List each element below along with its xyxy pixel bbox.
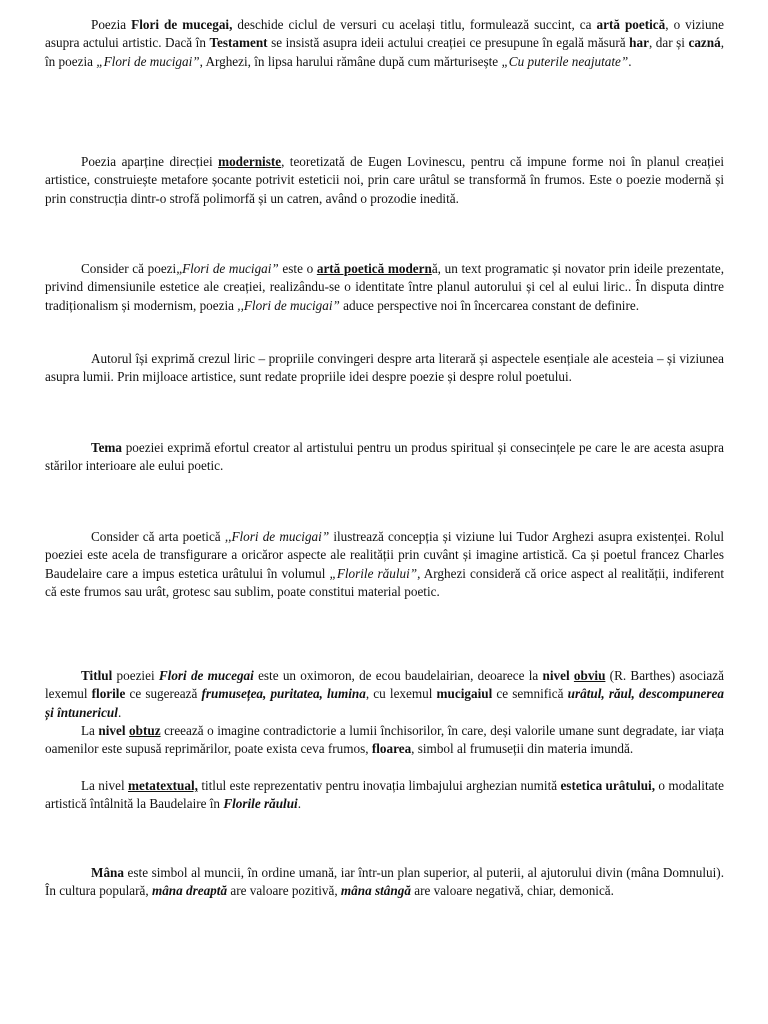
text-run: ă, un text programatic și novator prin ideile prezentate, privind dimensiunile estetice ale creației, realizându-se o identitate între planul autorului și cel al eului liric.. În disputa dintre tradiționalism și modernism, poezia (45, 261, 724, 313)
text-run: Autorul își exprimă crezul liric – propriile convingeri despre arta literară și aspectele esențiale ale acesteia – și viziunea asupra lumii. Prin mijloace artistice, sunt redate propriile idei despre poezie și despre rolul poetului. (45, 351, 724, 385)
text-run: (R. Barthes) asociază lexemul (45, 668, 724, 702)
text-run: ,,Flori de mucigai” (224, 529, 330, 544)
text-run: . (117, 704, 122, 720)
text-run: mâna stângă (340, 883, 411, 899)
text-run: creează o imagine contradictorie a lumii închisorilor, în care, deși valorile umane sunt degradate, iar viața oamenilor este supusă reprimărilor, poate exista ceva frumos, (45, 723, 724, 757)
text-run: frumusețea, puritatea, lumina (201, 686, 366, 702)
text-run: aduce perspective noi în încercarea constant de definire. (339, 297, 639, 313)
paragraph-title-metatextual (45, 777, 724, 814)
paragraph-ars-poetica (45, 260, 724, 315)
text-run: . (297, 796, 302, 812)
text-run: Titlul (81, 668, 113, 683)
text-run: , o viziune asupra actului artistic. Dacă în (45, 17, 724, 51)
text-run: cazná (688, 35, 721, 51)
paragraph-author-credo (45, 350, 724, 387)
text-run: o modalitate artistică întâlnită la Baudelaire în (45, 778, 724, 812)
paragraph-intro (45, 16, 724, 71)
text-run: ce semnifică (492, 686, 568, 702)
text-run: La nivel (81, 778, 128, 793)
text-run: , simbol al frumuseții din materia imundă. (411, 741, 634, 757)
text-run: ,,Flori de mucigai” (237, 297, 340, 313)
text-run: nivel (542, 668, 574, 683)
text-run: Tema (91, 440, 123, 455)
paragraph-conception (45, 528, 724, 601)
text-run: nivel (98, 723, 130, 738)
text-run: titlul este reprezentativ pentru inovația limbajului arghezian numită (197, 778, 561, 793)
text-run: are valoare negativă, chiar, demonică. (410, 883, 614, 899)
text-run: deschide ciclul de versuri cu același titlu, formulează succint, ca (232, 17, 597, 32)
text-run: obtuz (129, 723, 161, 738)
text-run: , dar și (648, 35, 689, 51)
text-run: „Flori de mucigai” (96, 53, 200, 69)
text-run: , în poezia (45, 35, 724, 69)
paragraph-title-obtuse (45, 722, 724, 759)
text-run: mucigaiul (436, 686, 493, 702)
text-run: Poezia (91, 17, 132, 32)
text-run: este simbol al muncii, în ordine umană, iar într-un plan superior, al puterii, al ajutorului divin (mâna Domnului). În cultura populară, (45, 865, 724, 899)
text-run: artă poetică modern (316, 261, 432, 276)
text-run: har (629, 35, 649, 51)
text-run: poeziei exprimă efortul creator al artistului pentru un produs spiritual și consecințele pe care le are acesta asupra stărilor interioare ale eului poetic. (45, 440, 724, 474)
text-run: , Arghezi consideră că orice aspect al realității, indiferent că este frumos sau urât, grotesc sau sublim, poate constitui material poetic. (45, 565, 724, 599)
text-run: Florile răului (223, 796, 298, 812)
text-run: florile (91, 686, 126, 702)
paragraph-hand-symbol (45, 864, 724, 901)
text-run: Flori de mucegai, (131, 17, 233, 32)
text-run: Mâna (91, 865, 124, 880)
text-run: poeziei (112, 668, 159, 683)
text-run: . (628, 53, 632, 69)
text-run: este o (278, 261, 317, 276)
text-run: obviu (573, 668, 606, 683)
text-run: Flori de mucegai (158, 668, 254, 683)
text-run: metatextual, (128, 778, 198, 793)
text-run: Testament (209, 35, 268, 51)
text-run: moderniste (218, 154, 282, 169)
text-run: mâna dreaptă (151, 883, 228, 899)
paragraph-modernism (45, 153, 724, 208)
text-run: ilustrează concepția și viziune lui Tudor Arghezi asupra existenței. Rolul poeziei este acela de transfigurare a oricăror aspecte ale realității prin cuvânt și imagine artistică. Ca și poetul francez Charles Baudelaire care a impus estetica urâtului în volumul (45, 529, 724, 581)
text-run: , Arghezi, în lipsa harului rămâne după cum mărturisește (199, 53, 502, 69)
text-run: estetica urâtului, (560, 778, 656, 793)
text-run: „Florile răului” (329, 565, 418, 581)
text-run: , cu lexemul (365, 686, 437, 702)
text-run: are valoare pozitivă, (227, 883, 341, 899)
text-run: „Cu puterile neajutate” (501, 53, 629, 69)
paragraph-title-obvious (45, 667, 724, 722)
text-run: artă poetică (596, 17, 666, 32)
paragraph-theme (45, 439, 724, 476)
text-run: Consider că poezi„ (81, 261, 183, 276)
text-run: urâtul, răul, descompunerea și întunericul (45, 686, 724, 720)
text-run: este un oximoron, de ecou baudelairian, deoarece la (253, 668, 543, 683)
text-run: Poezia aparține direcției (81, 154, 219, 169)
text-run: , teoretizată de Eugen Lovinescu, pentru că impune forme noi în planul creației artistice, construiește metafore șocante potrivit esteticii noi, prin care urâtul se transformă în frumos. Este o poezie modernă și prin construcția dintr-o strofă polimorfă și un catren, având o prozodie inedită. (45, 154, 724, 206)
text-run: ce sugerează (125, 686, 202, 702)
text-run: La (81, 723, 99, 738)
text-run: Consider că arta poetică (91, 529, 225, 544)
text-run: Flori de mucigai” (182, 261, 279, 276)
text-run: floarea (371, 741, 412, 757)
text-run: se insistă asupra ideii actului creației ce presupune în egală măsură (267, 35, 630, 51)
